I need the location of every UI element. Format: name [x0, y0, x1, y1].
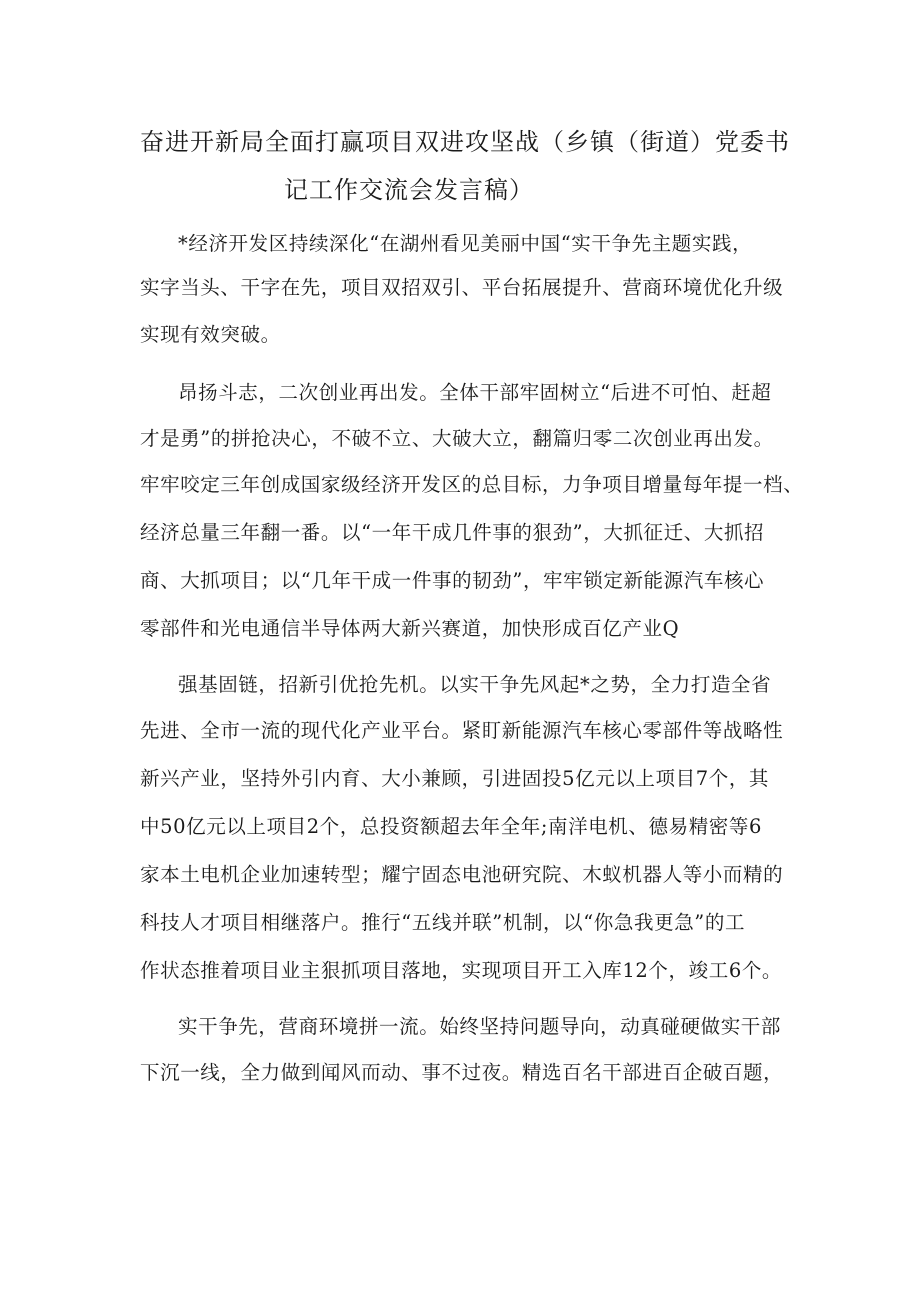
- paragraph-1-line-3: 实现有效突破。: [140, 323, 281, 346]
- paragraph-2-line-4: 经济总量三年翻一番。以“一年干成几件事的狠劲”，大抓征迁、大抓招: [140, 521, 765, 544]
- paragraph-3-line-4: 中50亿元以上项目2个，总投资额超去年全年;南洋电机、德易精密等6: [140, 815, 762, 838]
- paragraph-2-line-6: 零部件和光电通信半导体两大新兴赛道，加快形成百亿产业Q: [140, 617, 680, 640]
- paragraph-2-line-3: 牢牢咬定三年创成国家级经济开发区的总目标，力争项目增量每年提一档、: [140, 473, 804, 496]
- paragraph-2-line-2: 才是勇”的拼抢决心，不破不立、大破大立，翻篇归零二次创业再出发。: [140, 427, 774, 450]
- paragraph-3-line-5: 家本土电机企业加速转型；耀宁固态电池研究院、木蚁机器人等小而精的: [140, 863, 784, 886]
- paragraph-1-line-2: 实字当头、干字在先，项目双招双引、平台拓展提升、营商环境优化升级: [140, 276, 784, 299]
- paragraph-4-line-1: 实干争先，营商环境拼一流。始终坚持问题导向，动真碰硬做实干部: [178, 1015, 782, 1038]
- paragraph-4-line-2: 下沉一线，全力做到闻风而动、事不过夜。精选百名干部进百企破百题，: [140, 1061, 784, 1084]
- paragraph-3-line-6: 科技人才项目相继落户。推行“五线并联”机制，以“你急我更急”的工: [140, 911, 746, 934]
- paragraph-2-line-1: 昂扬斗志，二次创业再出发。全体干部牢固树立“后进不可怕、赶超: [178, 381, 772, 404]
- title-line-1: 奋进开新局全面打赢项目双进攻坚战（乡镇（街道）党委书: [140, 128, 790, 156]
- paragraph-3-line-7: 作状态推着项目业主狠抓项目落地，实现项目开工入库12个，竣工6个。: [140, 959, 783, 982]
- title-line-2: 记工作交流会发言稿）: [284, 176, 534, 204]
- document-title: [120, 118, 800, 214]
- paragraph-3-line-1: 强基固链，招新引优抢先机。以实干争先风起*之势，全力打造全省: [178, 673, 772, 696]
- paragraph-1-line-1: *经济开发区持续深化“在湖州看见美丽中国“实干争先主题实践，: [178, 232, 753, 255]
- paragraph-3-line-3: 新兴产业，坚持外引内育、大小兼顾，引进固投5亿元以上项目7个，其: [140, 767, 770, 790]
- paragraph-3-line-2: 先进、全市一流的现代化产业平台。紧盯新能源汽车核心零部件等战略性: [140, 719, 784, 742]
- paragraph-2-line-5: 商、大抓项目；以“几年干成一件事的韧劲”，牢牢锁定新能源汽车核心: [140, 569, 765, 592]
